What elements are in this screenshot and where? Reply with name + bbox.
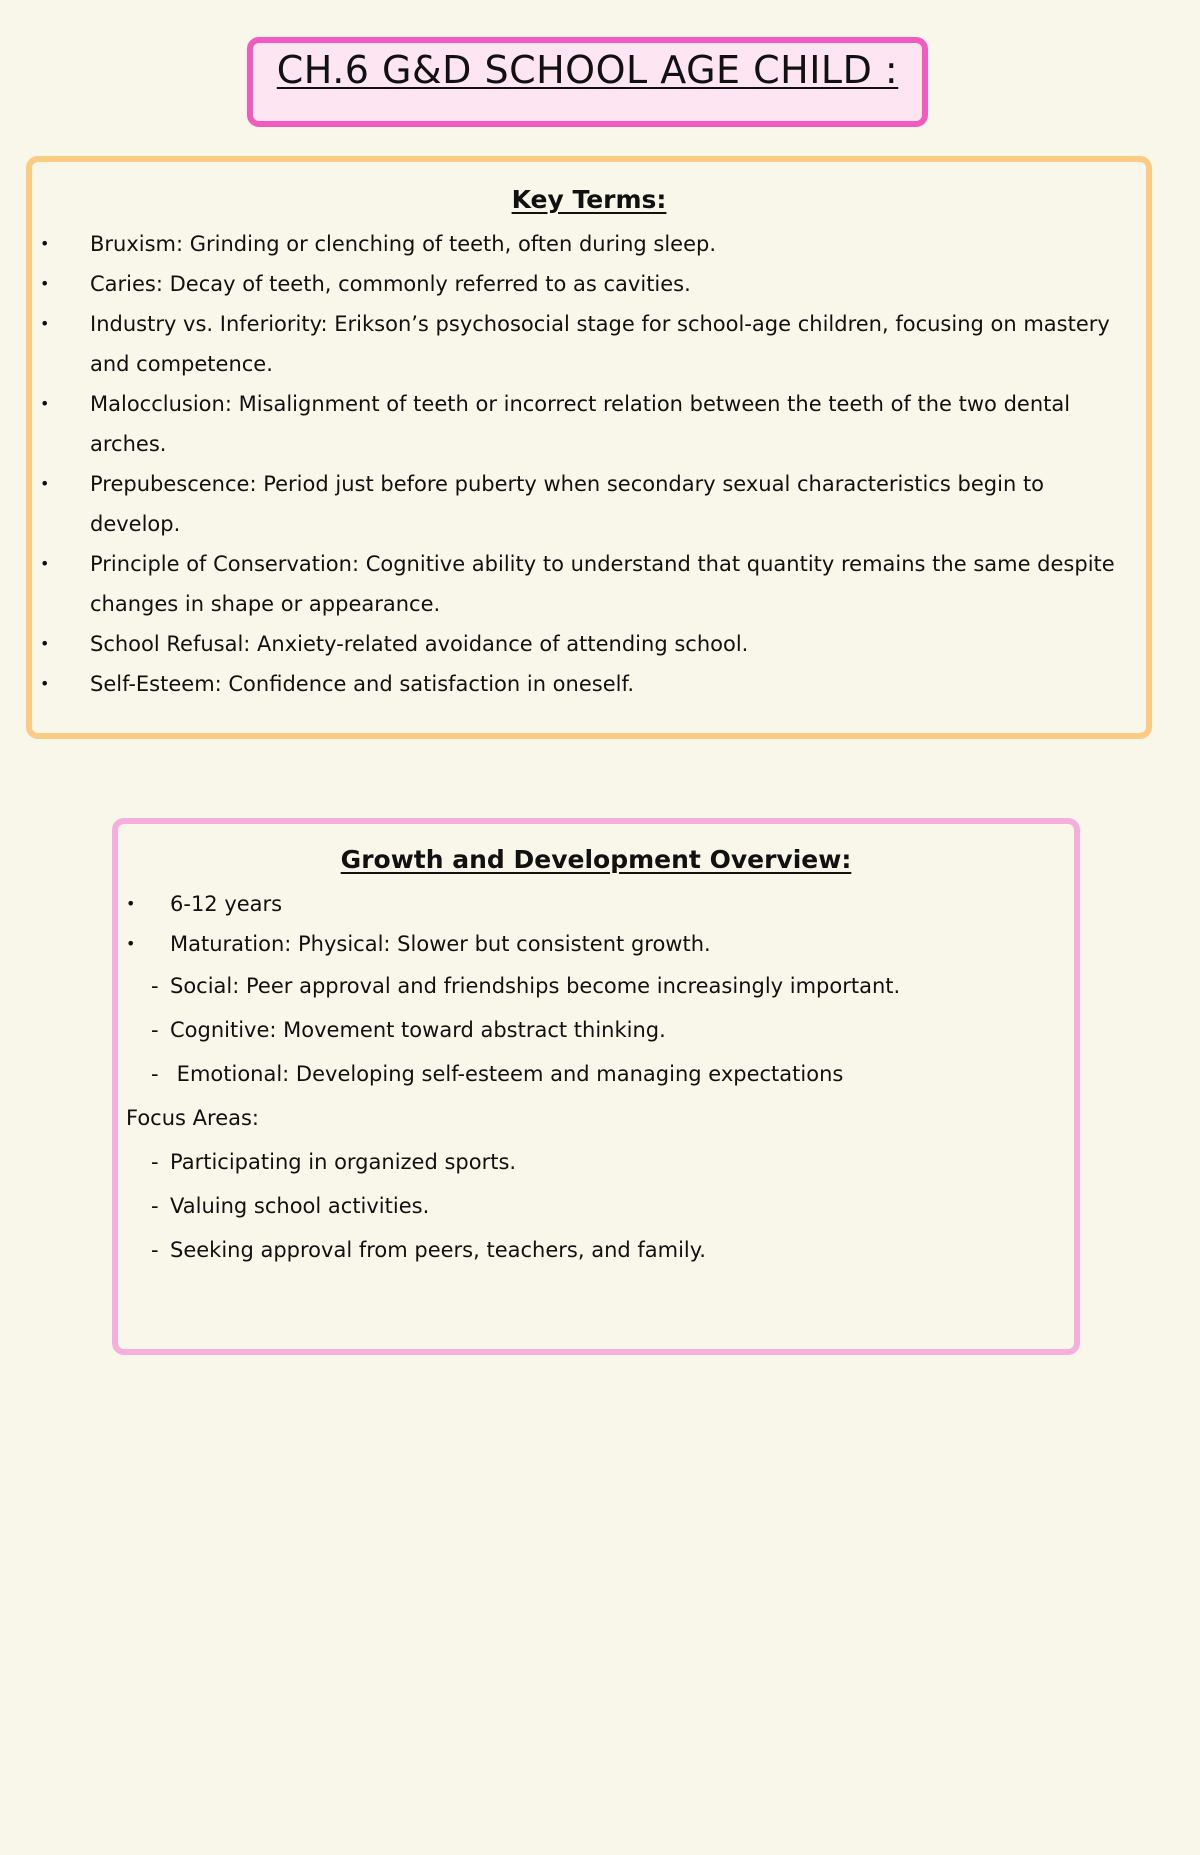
maturation-sub-item: - Social: Peer approval and friendships become increasingly important. — [151, 974, 901, 998]
growth-overview-heading: Growth and Development Overview: — [340, 845, 852, 874]
title-box — [247, 37, 928, 127]
focus-area-item: - Valuing school activities. — [151, 1194, 430, 1218]
key-term-item: • Malocclusion: Misalignment of teeth or incorrect relation between the teeth of the two dental arches. — [32, 384, 1146, 464]
focus-areas-list — [118, 1140, 1074, 1272]
maturation-sub-list — [118, 964, 1074, 1096]
key-term-item: • Principle of Conservation: Cognitive ability to understand that quantity remains the same despite changes in shape or appearance. — [32, 544, 1146, 624]
maturation-sub-text: Social: Peer approval and friendships become increasingly important. — [170, 974, 901, 998]
focus-area-text: Participating in organized sports. — [170, 1150, 517, 1174]
focus-areas-label: Focus Areas: — [126, 1106, 259, 1130]
focus-area-item: - Seeking approval from peers, teachers, and family. — [151, 1238, 706, 1262]
focus-area-text: Valuing school activities. — [170, 1194, 430, 1218]
page-title: CH.6 G&D SCHOOL AGE CHILD : — [276, 48, 899, 92]
key-term-item: • School Refusal: Anxiety-related avoidance of attending school. — [32, 624, 1146, 664]
growth-bullet-maturation: • Maturation: Physical: Slower but consistent growth. — [118, 924, 1074, 964]
key-term-item: • Caries: Decay of teeth, commonly referred to as cavities. — [32, 264, 1146, 304]
key-terms-heading: Key Terms: — [511, 185, 667, 214]
key-term-item: • Prepubescence: Period just before puberty when secondary sexual characteristics begin to develop. — [32, 464, 1146, 544]
maturation-sub-item: - Cognitive: Movement toward abstract thinking. — [151, 1018, 666, 1042]
growth-overview-card — [112, 818, 1080, 1355]
growth-bullet-list — [118, 884, 1074, 964]
maturation-sub-text: Emotional: Developing self-esteem and managing expectations — [170, 1062, 844, 1086]
focus-area-text: Seeking approval from peers, teachers, and family. — [170, 1238, 706, 1262]
key-term-item: • Industry vs. Inferiority: Erikson’s psychosocial stage for school-age children, focusing on mastery and competence. — [32, 304, 1146, 384]
maturation-sub-item: - Emotional: Developing self-esteem and managing expectations — [151, 1062, 844, 1086]
key-term-item: • Bruxism: Grinding or clenching of teeth, often during sleep. — [32, 224, 1146, 264]
key-term-item: • Self-Esteem: Confidence and satisfaction in oneself. — [32, 664, 1146, 704]
growth-bullet-age: • 6-12 years — [118, 884, 1074, 924]
focus-area-item: - Participating in organized sports. — [151, 1150, 517, 1174]
key-terms-card — [26, 156, 1152, 739]
key-terms-list — [32, 224, 1146, 704]
maturation-sub-text: Cognitive: Movement toward abstract thinking. — [170, 1018, 666, 1042]
